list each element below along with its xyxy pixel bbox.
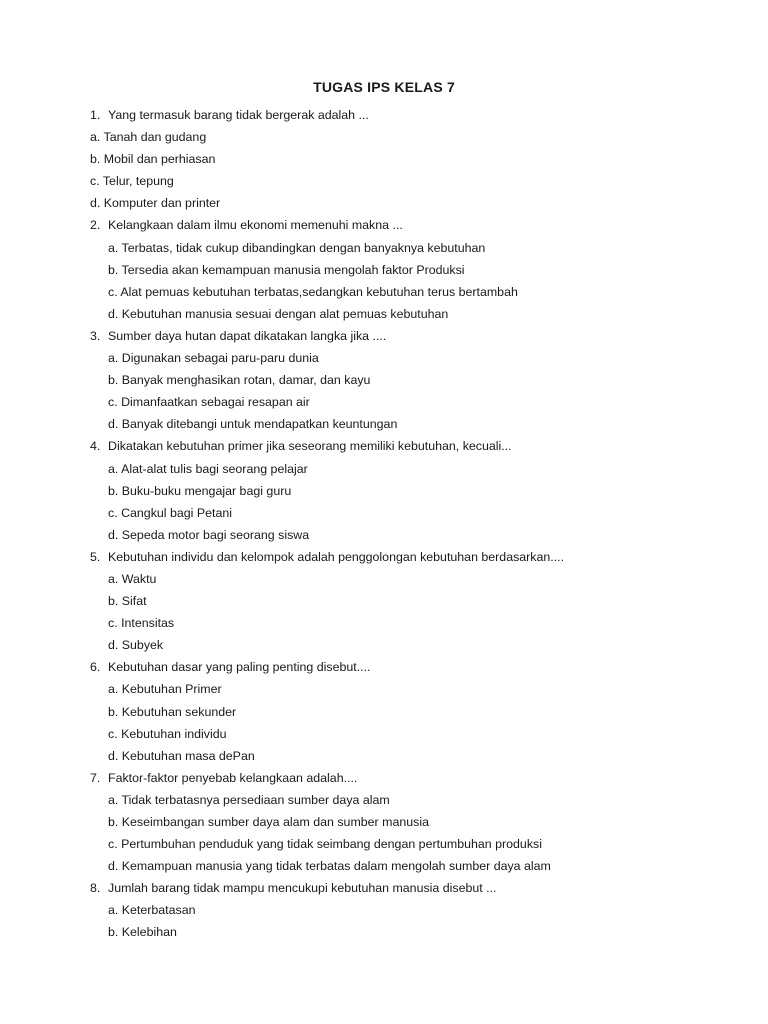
question-5: [90, 546, 730, 568]
answer-option: a. Tanah dan gudang: [90, 130, 207, 145]
answer-option: b. Keseimbangan sumber daya alam dan sumber manusia: [108, 815, 429, 829]
question-number: 4.: [90, 439, 101, 454]
question-text: Jumlah barang tidak mampu mencukupi kebutuhan manusia disebut ...: [108, 881, 497, 896]
answer-option: c. Telur, tepung: [90, 174, 174, 189]
answer-option: a. Alat-alat tulis bagi seorang pelajar: [108, 461, 308, 476]
question-2: [90, 214, 730, 236]
answer-option: c. Alat pemuas kebutuhan terbatas,sedangkan kebutuhan terus bertambah: [108, 284, 518, 299]
answer-option: a. Terbatas, tidak cukup dibandingkan dengan banyaknya kebutuhan: [108, 240, 486, 255]
answer-option: b. Mobil dan perhiasan: [90, 152, 216, 167]
answer-option: b. Banyak menghasikan rotan, damar, dan kayu: [108, 373, 371, 388]
question-number: 6.: [90, 660, 101, 675]
answer-option: a. Tidak terbatasnya persediaan sumber daya alam: [108, 792, 390, 807]
question-8: [90, 877, 730, 899]
answer-option: d. Kebutuhan manusia sesuai dengan alat pemuas kebutuhan: [108, 306, 449, 321]
question-3: [90, 325, 730, 347]
answer-option: a. Digunakan sebagai paru-paru dunia: [108, 351, 319, 366]
answer-option: a. Keterbatasan: [108, 903, 196, 918]
answer-option: d. Komputer dan printer: [90, 196, 221, 211]
question-text: Kebutuhan individu dan kelompok adalah penggolongan kebutuhan berdasarkan....: [108, 549, 565, 564]
question-list: [90, 104, 730, 944]
answer-option: b. Tersedia akan kemampuan manusia mengolah faktor Produksi: [108, 262, 465, 277]
question-text: Yang termasuk barang tidak bergerak adalah ...: [108, 108, 369, 122]
answer-option: d. Subyek: [108, 638, 164, 653]
answer-option: c. Cangkul bagi Petani: [108, 505, 232, 520]
question-1: [90, 104, 730, 126]
answer-option: c. Pertumbuhan penduduk yang tidak seimbang dengan pertumbuhan produksi: [108, 837, 542, 852]
answer-option: b. Kelebihan: [108, 925, 177, 940]
answer-option: b. Kebutuhan sekunder: [108, 704, 237, 719]
question-4: [90, 435, 730, 457]
question-number: 1.: [90, 108, 101, 122]
question-text: Kebutuhan dasar yang paling penting disebut....: [108, 660, 371, 675]
question-number: 7.: [90, 770, 101, 785]
question-number: 3.: [90, 328, 101, 343]
answer-option: d. Kebutuhan masa dePan: [108, 748, 255, 763]
question-text: Dikatakan kebutuhan primer jika seseorang memiliki kebutuhan, kecuali...: [108, 439, 512, 454]
question-text: Kelangkaan dalam ilmu ekonomi memenuhi makna ...: [108, 218, 403, 233]
answer-option: a. Waktu: [108, 571, 157, 586]
document-title: TUGAS IPS KELAS 7: [313, 79, 455, 95]
answer-option: b. Buku-buku mengajar bagi guru: [108, 483, 292, 498]
answer-option: d. Kemampuan manusia yang tidak terbatas dalam mengolah sumber daya alam: [108, 859, 551, 874]
answer-option: d. Sepeda motor bagi seorang siswa: [108, 527, 310, 542]
question-7: [90, 767, 730, 789]
answer-option: b. Sifat: [108, 594, 147, 609]
question-number: 5.: [90, 549, 101, 564]
answer-option: c. Kebutuhan individu: [108, 726, 227, 741]
answer-option: a. Kebutuhan Primer: [108, 682, 222, 697]
question-text: Sumber daya hutan dapat dikatakan langka jika ....: [108, 328, 387, 343]
answer-option: c. Dimanfaatkan sebagai resapan air: [108, 395, 310, 410]
answer-option: d. Banyak ditebangi untuk mendapatkan keuntungan: [108, 417, 398, 432]
question-text: Faktor-faktor penyebab kelangkaan adalah....: [108, 770, 358, 785]
answer-option: c. Intensitas: [108, 616, 175, 631]
question-number: 8.: [90, 881, 101, 896]
question-6: [90, 656, 730, 678]
question-number: 2.: [90, 218, 101, 233]
